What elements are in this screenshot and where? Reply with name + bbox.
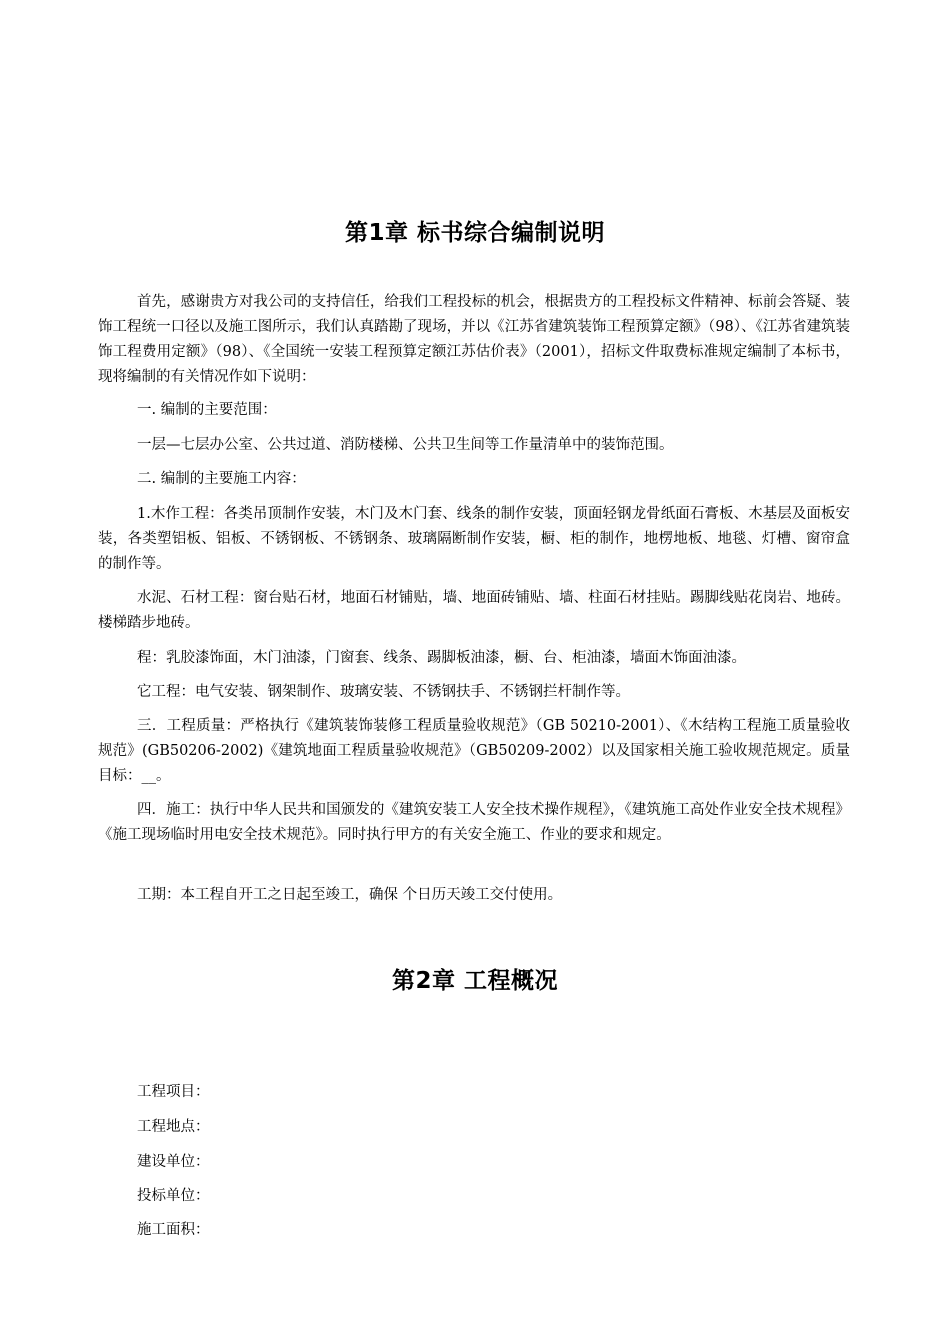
scope-heading: 一. 编制的主要范围： (137, 402, 277, 418)
field-bidder: 投标单位： (137, 1188, 210, 1204)
paint-paragraph: 程：乳胶漆饰面，木门油漆，门窗套、线条、踢脚板油漆，橱、台、柜油漆，墙面木饰面油漆。 (137, 650, 746, 666)
intro-paragraph: 首先，感谢贵方对我公司的支持信任，给我们工程投标的机会，根据贵方的工程投标文件精神、标前会答疑、装饰工程统一口径以及施工图所示，我们认真踏勘了现场，并以《江苏省建筑装饰工程预算定额》（98）、《江苏省建筑装饰工程费用定额》（98）、《全国统一安装工程预算定额江苏估价表》（2001），招标文件取费标准规定编制了本标书，现将编制的有关情况作如下说明： (98, 294, 850, 385)
chapter-2-title: 第2章 工程概况 (391, 968, 558, 994)
safety-paragraph: 四．施工：执行中华人民共和国颁发的《建筑安装工人安全技术操作规程》，《建筑施工高处作业安全技术规程》《施工现场临时用电安全技术规范》。同时执行甲方的有关安全施工、作业的要求和规定。 (98, 802, 850, 843)
other-works-paragraph: 它工程：电气安装、钢架制作、玻璃安装、不锈钢扶手、不锈钢拦杆制作等。 (137, 684, 630, 700)
schedule-paragraph: 工期：本工程自开工之日起至竣工，确保 个日历天竣工交付使用。 (137, 887, 563, 903)
field-client: 建设单位： (137, 1154, 210, 1170)
scope-paragraph: 一层—七层办公室、公共过道、消防楼梯、公共卫生间等工作量清单中的装饰范围。 (137, 437, 674, 453)
stone-paragraph: 水泥、石材工程：窗台贴石材，地面石材铺贴，墙、地面砖铺贴、墙、柱面石材挂贴。踢脚线贴花岗岩、地砖。楼梯踏步地砖。 (98, 590, 850, 631)
field-area: 施工面积： (137, 1222, 210, 1238)
woodwork-paragraph: 1.木作工程：各类吊顶制作安装，木门及木门套、线条的制作安装，顶面轻钢龙骨纸面石膏板、木基层及面板安装，各类塑铝板、铝板、不锈钢板、不锈钢条、玻璃隔断制作安装，橱、柜的制作，地楞地板、地毯、灯槽、窗帘盒的制作等。 (98, 506, 850, 572)
chapter-1-title: 第1章 标书综合编制说明 (344, 220, 605, 246)
field-location: 工程地点： (137, 1119, 210, 1135)
field-project: 工程项目： (137, 1084, 210, 1100)
quality-paragraph: 三．工程质量：严格执行《建筑装饰装修工程质量验收规范》（GB 50210-2001）、《木结构工程施工质量验收规范》(GB50206-2002)《建筑地面工程质量验收规范》（GB50209-2002）以及国家相关施工验收规范规定。质量目标：__。 (98, 718, 850, 784)
content-heading: 二. 编制的主要施工内容： (137, 471, 306, 487)
